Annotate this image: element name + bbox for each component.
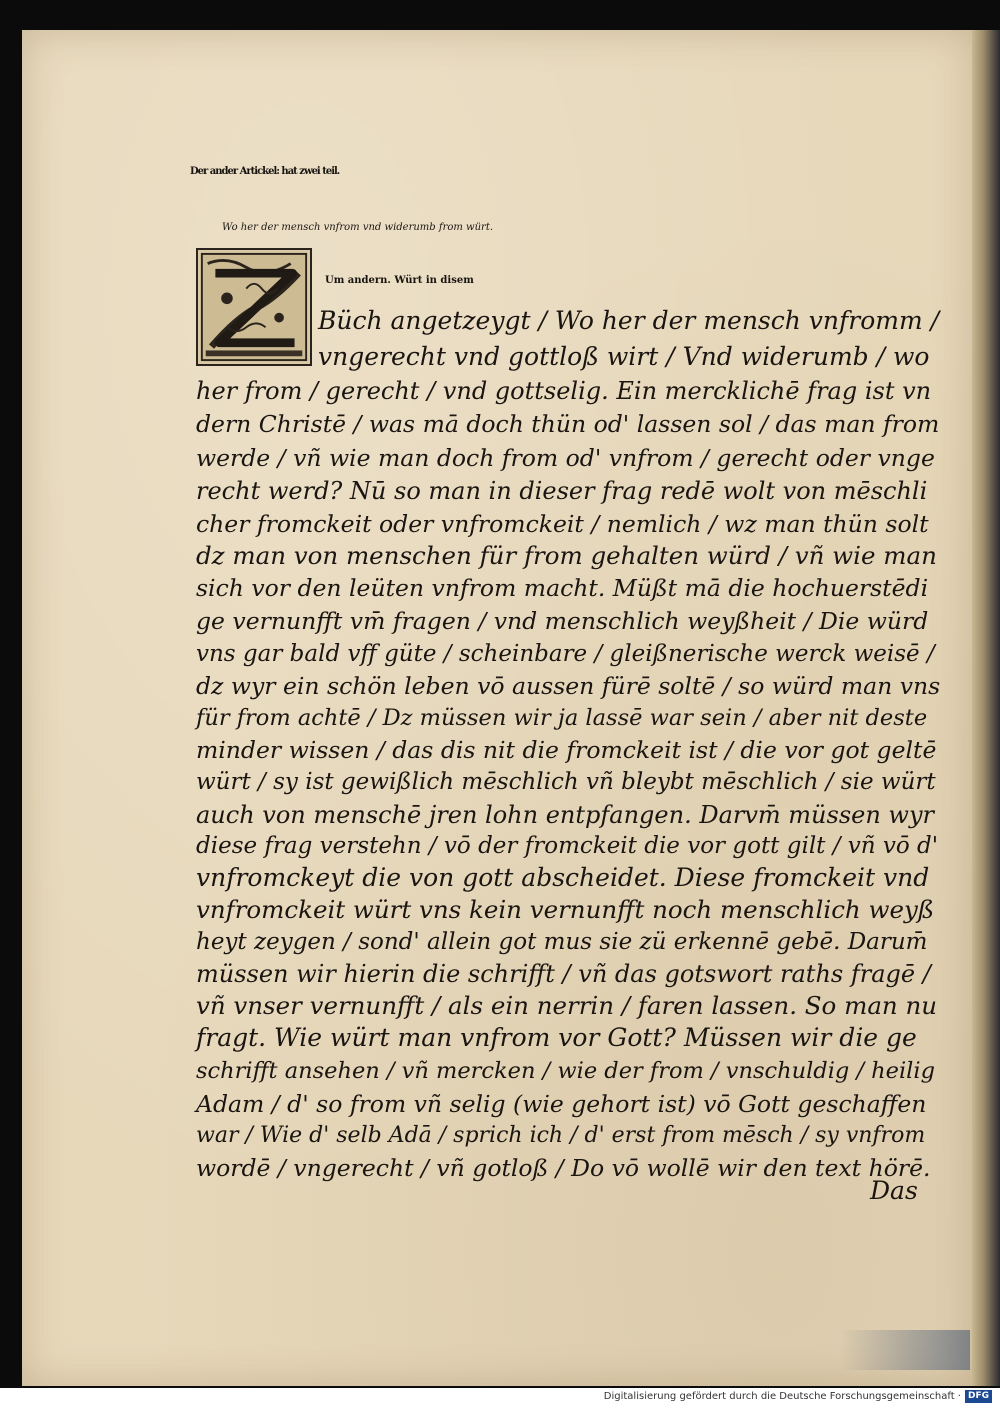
catchword: Das — [870, 1176, 918, 1205]
text-line: diese frag verstehn / vō der fromckeit die vor gott gilt / vñ vō d' — [196, 833, 939, 859]
article-heading: Der ander Artickel: hat zwei teil. — [190, 166, 340, 177]
text-line: vns gar bald vff güte / scheinbare / gleißnerische werck weisē / — [196, 641, 935, 667]
text-line: fragt. Wie würt man vnfrom vor Gott? Müssen wir die ge — [196, 1023, 917, 1052]
opening-words: Um andern. Würt in disem — [325, 275, 474, 286]
text-line: dern Christē / was mā doch thün od' lassen sol / das man from — [196, 410, 940, 438]
funding-credit — [604, 1390, 992, 1403]
text-line: cher fromckeit oder vnfromckeit / nemlich / wz man thün solt — [196, 510, 929, 538]
text-line: minder wissen / das dis nit die fromckeit ist / die vor got geltē — [196, 736, 937, 764]
page-edge — [972, 30, 1000, 1386]
text-line: Büch angetzeygt / Wo her der mensch vnfromm / — [318, 306, 940, 335]
text-line: recht werd? Nū so man in dieser frag redē wolt von mēschli — [196, 477, 928, 505]
text-line: vnfromckeyt die von gott abscheidet. Diese fromckeit vnd — [196, 863, 930, 892]
text-line: auch von menschē jren lohn entpfangen. Darvm̄ müssen wyr — [196, 801, 934, 829]
text-line: werde / vñ wie man doch from od' vnfrom / gerecht oder vnge — [196, 444, 935, 472]
text-line: dz man von menschen für from gehalten würd / vñ wie man — [196, 541, 937, 570]
text-line: war / Wie d' selb Adā / sprich ich / d' erst from mēsch / sy vnfrom — [196, 1123, 926, 1148]
text-line: schrifft ansehen / vñ mercken / wie der from / vnschuldig / heilig — [196, 1058, 935, 1084]
text-line: müssen wir hierin die schrifft / vñ das gotswort raths fragē / — [196, 960, 931, 988]
text-line: dz wyr ein schön leben vō aussen fürē soltē / so würd man vns — [196, 672, 941, 700]
text-line: vnfromckeit würt vns kein vernunfft noch menschlich weyß — [196, 895, 935, 924]
text-line: vngerecht vnd gottloß wirt / Vnd widerumb / wo — [318, 342, 930, 371]
text-line: vñ vnser vernunfft / als ein nerrin / faren lassen. So man nu — [196, 991, 938, 1020]
text-line: sich vor den leüten vnfrom macht. Müßt mā die hochuerstēdi — [196, 574, 929, 602]
text-line: für from achtē / Dz müssen wir ja lassē war sein / aber nit deste — [196, 705, 928, 731]
dfg-logo-icon: DFG — [965, 1390, 992, 1403]
ink-bleed-stain — [840, 1330, 970, 1370]
text-line: wordē / vngerecht / vñ gotloß / Do vō wollē wir den text hörē. — [196, 1154, 931, 1182]
text-line: ge vernunfft vm̄ fragen / vnd menschlich weyßheit / Die würd — [196, 607, 929, 635]
credit-text: Digitalisierung gefördert durch die Deutsche Forschungsgemeinschaft · — [603, 1391, 961, 1402]
text-line: her from / gerecht / vnd gottselig. Ein mercklichē frag ist vn — [196, 377, 932, 405]
text-line: Adam / d' so from vñ selig (wie gehort ist) vō Gott geschaffen — [196, 1090, 927, 1118]
text-line: heyt zeygen / sond' allein got mus sie zü erkennē gebē. Darum̄ — [196, 929, 928, 955]
article-subheading: Wo her der mensch vnfrom vnd widerumb from würt. — [222, 222, 494, 233]
text-line: würt / sy ist gewißlich mēschlich vñ bleybt mēschlich / sie würt — [196, 769, 936, 795]
decorated-initial-icon — [196, 248, 312, 366]
